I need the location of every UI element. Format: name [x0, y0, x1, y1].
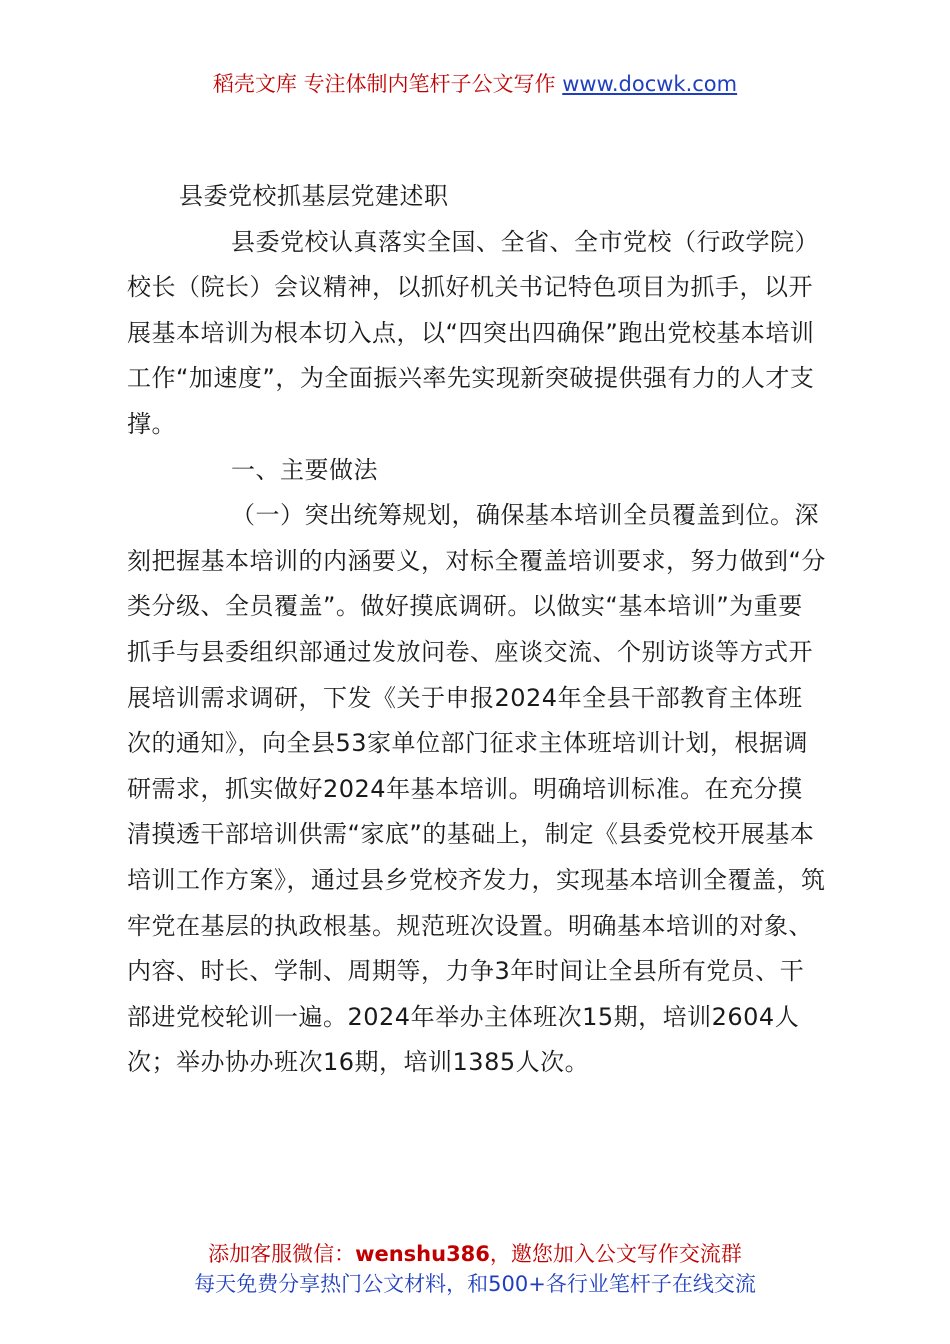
page-header — [0, 68, 950, 100]
footer-contact-suffix: ，邀您加入公文写作交流群 — [489, 1242, 742, 1266]
document-title: 县委党校抓基层党建述职 — [179, 182, 449, 210]
brand-name: 稻壳文库 — [212, 72, 297, 96]
document-body — [127, 174, 827, 1086]
section-heading: 一、主要做法 — [231, 455, 378, 484]
header-slogan: 专注体制内笔杆子公文写作 — [303, 72, 556, 96]
footer-contact-prefix: 添加客服微信： — [208, 1242, 356, 1266]
wechat-id: wenshu386 — [355, 1242, 490, 1266]
website-link[interactable]: www.docwk.com — [562, 72, 738, 96]
page-footer — [0, 1239, 950, 1299]
footer-contact-line — [0, 1239, 950, 1269]
intro-paragraph: 县委党校认真落实全国、全省、全市党校（行政学院）校长（院长）会议精神，以抓好机关书记特色项目为抓手，以开展基本培训为根本切入点，以“四突出四确保”跑出党校基本培训工作“加速度”，为全面振兴率先实现新突破提供强有力的人才支撑。 — [127, 227, 819, 438]
footer-promo-line: 每天免费分享热门公文材料，和500+各行业笔杆子在线交流 — [194, 1272, 756, 1296]
item-paragraph: （一）突出统筹规划，确保基本培训全员覆盖到位。深刻把握基本培训的内涵要义，对标全覆盖培训要求，努力做到“分类分级、全员覆盖”。做好摸底调研。以做实“基本培训”为重要抓手与县委组织部通过发放问卷、座谈交流、个别访谈等方式开展培训需求调研，下发《关于申报2024年全县干部教育主体班次的通知》，向全县53家单位部门征求主体班培训计划，根据调研需求，抓实做好2024年基本培训。明确培训标准。在充分摸清摸透干部培训供需“家底”的基础上，制定《县委党校开展基本培训工作方案》，通过县乡党校齐发力，实现基本培训全覆盖，筑牢党在基层的执政根基。规范班次设置。明确基本培训的对象、内容、时长、学制、周期等，力争3年时间让全县所有党员、干部进党校轮训一遍。2024年举办主体班次15期，培训2604人次；举办协办班次16期，培训1385人次。 — [127, 501, 826, 1077]
